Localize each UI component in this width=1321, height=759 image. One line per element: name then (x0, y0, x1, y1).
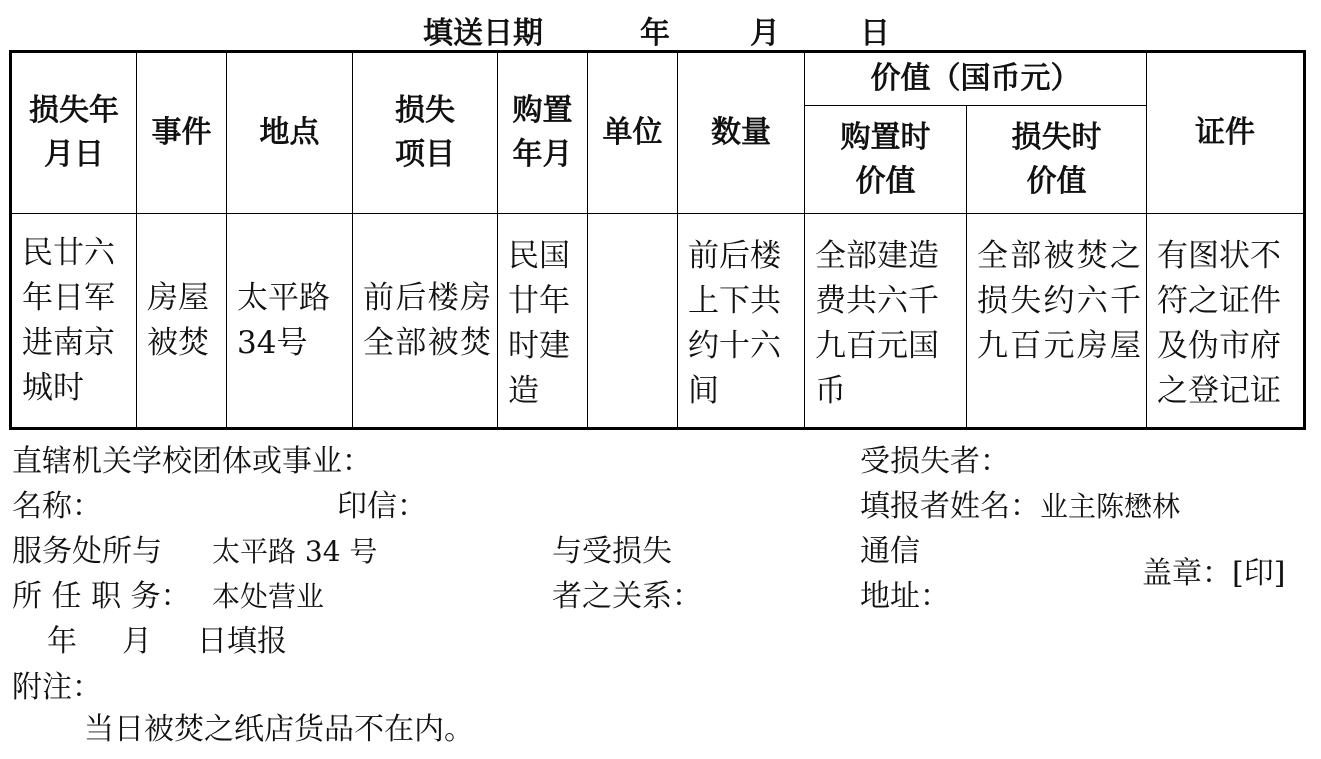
header-value-at-loss: 损失时价值 (967, 106, 1147, 214)
header-purchase-date: 购置年月 (498, 52, 588, 214)
report-date-label: 填送日期 (423, 16, 543, 51)
report-date-month-unit: 月 (750, 16, 780, 51)
cell-event: 房屋被焚 (137, 214, 227, 429)
cell-loss-item: 前后楼房全部被焚 (353, 214, 498, 429)
report-date-line (0, 6, 1321, 51)
header-value-at-purchase: 购置时价值 (805, 106, 967, 214)
cell-quantity: 前后楼上下共约十六间 (678, 214, 805, 429)
header-quantity: 数量 (678, 52, 805, 214)
service-place-value: 太平路 34 号 (212, 535, 378, 568)
stamp-value: [印] (1232, 556, 1286, 591)
header-unit: 单位 (588, 52, 678, 214)
note-label: 附注： (12, 670, 102, 705)
fill-date-year: 年 (47, 624, 77, 659)
report-footer (12, 440, 1312, 755)
header-loss-item: 损失项目 (353, 52, 498, 214)
cell-unit (588, 214, 678, 429)
position-value: 本处营业 (212, 580, 325, 613)
cell-purchase-date: 民国廿年时建造 (498, 214, 588, 429)
seal-label: 印信： (337, 489, 427, 524)
fill-date-day: 日填报 (197, 624, 287, 659)
loss-table (9, 50, 1306, 430)
header-event: 事件 (137, 52, 227, 214)
header-value-group: 价值（国币元） (805, 52, 1147, 106)
name-label: 名称： (12, 489, 102, 524)
table-row (11, 214, 1305, 429)
report-date-year-unit: 年 (640, 16, 670, 51)
cell-loss-date: 民廿六年日军进南京城时 (11, 214, 137, 429)
stamp-label: 盖章： (1142, 556, 1232, 591)
header-loss-date: 损失年月日 (11, 52, 137, 214)
relation-label-line1: 与受损失 (552, 534, 672, 569)
communication-label: 通信 (860, 534, 920, 569)
cell-documents: 有图状不符之证件及伪市府之登记证 (1147, 214, 1305, 429)
header-location: 地点 (227, 52, 353, 214)
victim-label: 受损失者： (860, 444, 1010, 479)
cell-location: 太平路34号 (227, 214, 353, 429)
service-place-label: 服务处所与 (12, 534, 162, 569)
reporter-name-label: 填报者姓名：业主陈懋林 (860, 489, 1181, 524)
note-text: 当日被焚之纸店货品不在内。 (84, 712, 474, 747)
cell-value-at-loss: 全部被焚之损失约六千九百元房屋 (967, 214, 1147, 429)
relation-label-line2: 者之关系： (552, 579, 702, 614)
report-date-day-unit: 日 (860, 16, 890, 51)
table-header-row (11, 52, 1305, 106)
reporter-name-value: 业主陈懋林 (1040, 490, 1181, 523)
cell-value-at-purchase: 全部建造费共六千九百元国币 (805, 214, 967, 429)
position-label: 所 任 职 务： (12, 579, 191, 614)
header-documents: 证件 (1147, 52, 1305, 214)
org-label: 直辖机关学校团体或事业： (12, 444, 372, 479)
address-label: 地址： (860, 579, 950, 614)
fill-date-month: 月 (122, 624, 152, 659)
